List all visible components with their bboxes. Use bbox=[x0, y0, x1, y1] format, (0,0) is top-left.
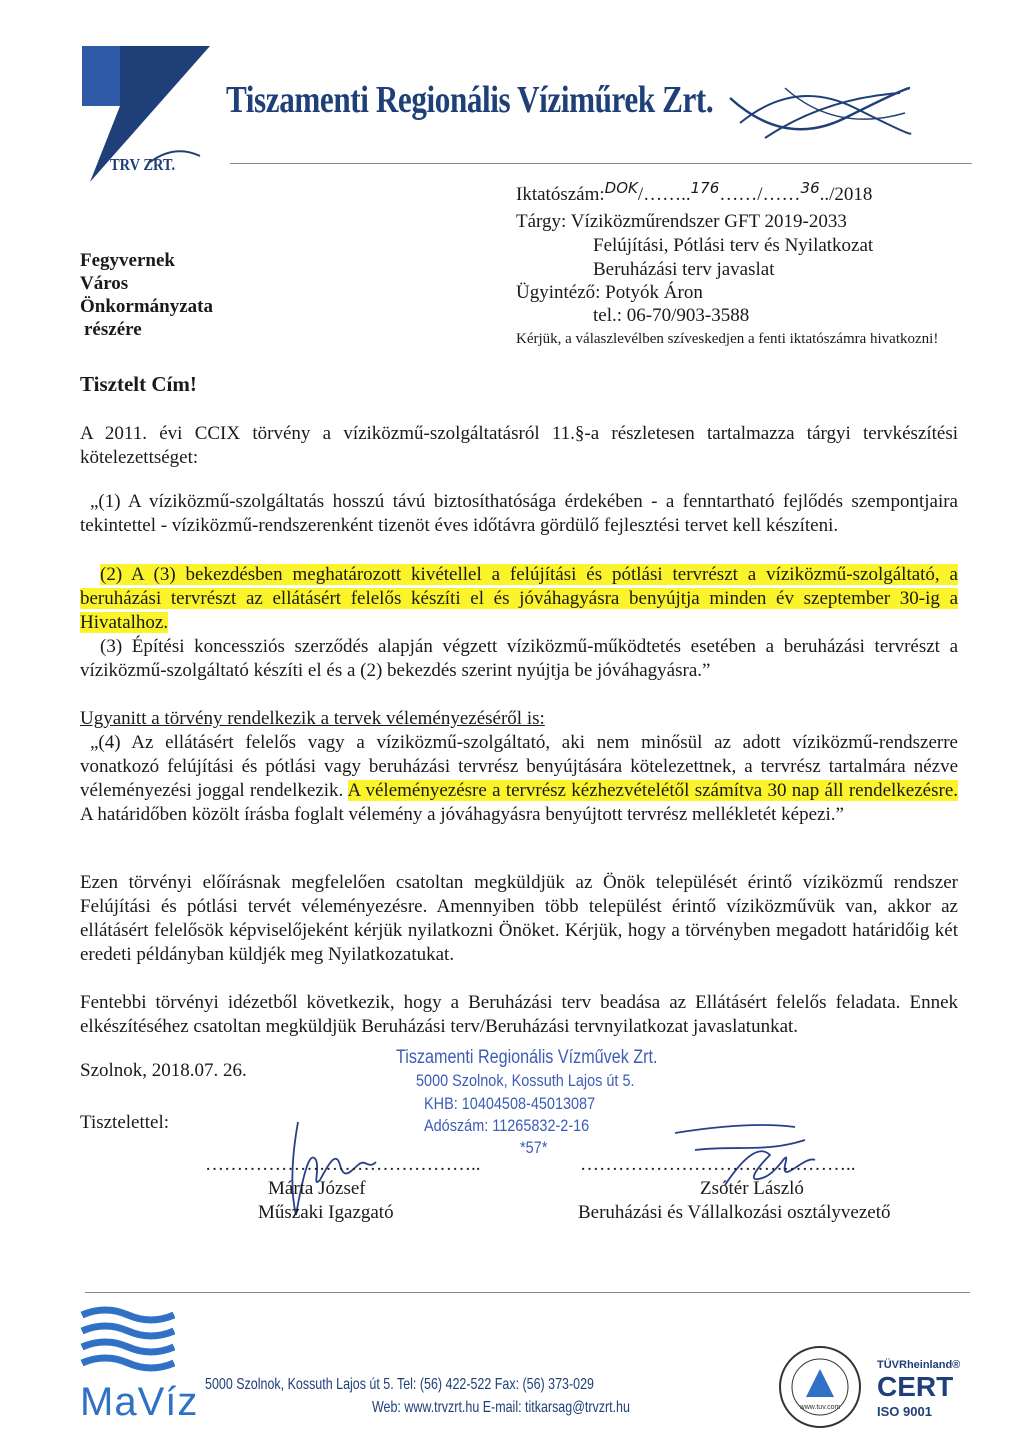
signer1-title: Műszaki Igazgató bbox=[258, 1202, 394, 1223]
place-date: Szolnok, 2018.07. 26. bbox=[80, 1060, 247, 1081]
addressee-line: Fegyvernek bbox=[80, 250, 175, 271]
addressee-line: Város bbox=[80, 273, 129, 294]
registration-number: Iktatószám:$^{DOK}$/……..$^{176}$……/……$^{36}$../2018 bbox=[516, 179, 873, 205]
footer-divider bbox=[85, 1292, 970, 1293]
request-paragraph: Ezen törvényi előírásnak megfelelően csatoltan megküldjük az Önök települését érintő víziközmű rendszer Felújítási és pótlási tervét véleményezésre. Amennyiben több települést érintő víziközművük van, akkor az ellátásért felelősök képviselőjeként kérjük nyilatkozni Önöket. Kérjük, hogy a törvényben megadott határidőig két eredeti példányban küldjék meg Nyilatkozatukat. bbox=[80, 872, 958, 965]
logo-caption: TRV ZRT. bbox=[110, 155, 176, 174]
signature-line-left: …………………………………….. bbox=[205, 1154, 481, 1175]
tuv-brand: TÜVRheinland® bbox=[877, 1359, 961, 1371]
section-heading: Ugyanitt a törvény rendelkezik a tervek véleményezéséről is: bbox=[80, 708, 545, 729]
wave-emblem-icon bbox=[725, 78, 915, 150]
subject-line: Tárgy: Víziközműrendszer GFT 2019-2033 bbox=[516, 211, 847, 232]
header-divider bbox=[230, 163, 972, 164]
maviz-logo-text: MaVíz bbox=[80, 1380, 199, 1424]
iso-label: ISO 9001 bbox=[877, 1404, 932, 1419]
quote-paragraph-3: (3) Építési koncessziós szerződés alapján végzett víziközmű-működtetés esetében a beruházási tervrészt a víziközmű-szolgáltató készíti el és a (2) bekezdés szerint nyújtja be jóváhagyásra.” bbox=[80, 636, 958, 681]
quote-paragraph-1: „(1) A víziközmű-szolgáltatás hosszú távú biztosíthatósága érdekében - a fenntartható fejlődés szempontjaira tekintettel - víziközmű-rendszerenként tizenöt éves időtávra gördülő fejlesztési tervet kell készíteni. bbox=[80, 491, 958, 536]
signature-line-right: …………………………………….. bbox=[580, 1154, 856, 1175]
signer2-name: Zsótér László bbox=[700, 1178, 804, 1199]
highlighted-text: (2) A (3) bekezdésben meghatározott kivétellel a felújítási és pótlási tervrészt a víziközmű-szolgáltató, a beruházási tervrészt az ellátásért felelős készíti el és jóváhagyásra benyújtja minden év szeptember 30-ig a Hivatalhoz. bbox=[80, 564, 958, 633]
stamp-address: 5000 Szolnok, Kossuth Lajos út 5. bbox=[416, 1071, 635, 1090]
tuv-seal-icon bbox=[778, 1345, 862, 1429]
phone: tel.: 06-70/903-3588 bbox=[593, 305, 750, 326]
stamp-number: *57* bbox=[520, 1138, 548, 1157]
reference-note: Kérjük, a válaszlevélben szíveskedjen a fenti iktatószámra hivatkozni! bbox=[516, 331, 939, 347]
footer-address: 5000 Szolnok, Kossuth Lajos út 5. Tel: (56) 422-522 Fax: (56) 373-029 bbox=[205, 1376, 594, 1393]
addressee-line: részére bbox=[84, 319, 142, 340]
intro-paragraph: A 2011. évi CCIX törvény a víziközmű-szolgáltatásról 11.§-a részletesen tartalmazza tárgyi tervkészítési kötelezettséget: bbox=[80, 423, 958, 468]
signer1-name: Márta József bbox=[268, 1178, 366, 1199]
stamp-bank: KHB: 10404508-45013087 bbox=[424, 1094, 596, 1113]
cert-label: CERT bbox=[877, 1371, 954, 1402]
quote-paragraph-4: „(4) Az ellátásért felelős vagy a víziközmű-szolgáltató, aki nem minősül az adott víziközmű-rendszerre vonatkozó felújítási és pótlási vagy beruházási tervrész benyújtására kötelezettnek, a tervrész tartalmára nézve véleményezési joggal rendelkezik. A véleményezésre a tervrész kézhezvételétől számítva 30 nap áll rendelkezésre. A határidőben közölt írásba foglalt vélemény a jóváhagyásra benyújtott tervrész mellékletét képezi.” bbox=[80, 732, 958, 825]
stamp-company: Tiszamenti Regionális Vízművek Zrt. bbox=[396, 1047, 658, 1068]
maviz-waves-icon bbox=[80, 1305, 175, 1380]
quote-paragraph-2 bbox=[80, 563, 958, 635]
highlighted-text: A véleményezésre a tervrész kézhezvételétől számítva 30 nap áll rendelkezésre. bbox=[347, 780, 958, 801]
signer2-title: Beruházási és Vállalkozási osztályvezető bbox=[578, 1202, 891, 1223]
footer-web: Web: www.trvzrt.hu E-mail: titkarsag@trvzrt.hu bbox=[372, 1399, 630, 1416]
conclusion-paragraph: Fentebbi törvényi idézetből következik, hogy a Beruházási terv beadása az Ellátásért felelős feladata. Ennek elkészítéséhez csatoltan megküldjük Beruházási terv/Beruházási tervnyilatkozat javaslatunkat. bbox=[80, 992, 958, 1037]
addressee-line: Önkormányzata bbox=[80, 296, 213, 317]
salutation: Tisztelt Cím! bbox=[80, 372, 197, 396]
clerk: Ügyintéző: Potyók Áron bbox=[516, 282, 703, 303]
stamp-tax-number: Adószám: 11265832-2-16 bbox=[424, 1116, 590, 1135]
subject-line: Beruházási terv javaslat bbox=[593, 259, 775, 280]
svg-text:www.tuv.com: www.tuv.com bbox=[799, 1404, 841, 1411]
subject-line: Felújítási, Pótlási terv és Nyilatkozat bbox=[593, 235, 874, 256]
company-name: Tiszamenti Regionális Víziműrek Zrt. bbox=[226, 79, 714, 121]
regards: Tisztelettel: bbox=[80, 1112, 170, 1133]
